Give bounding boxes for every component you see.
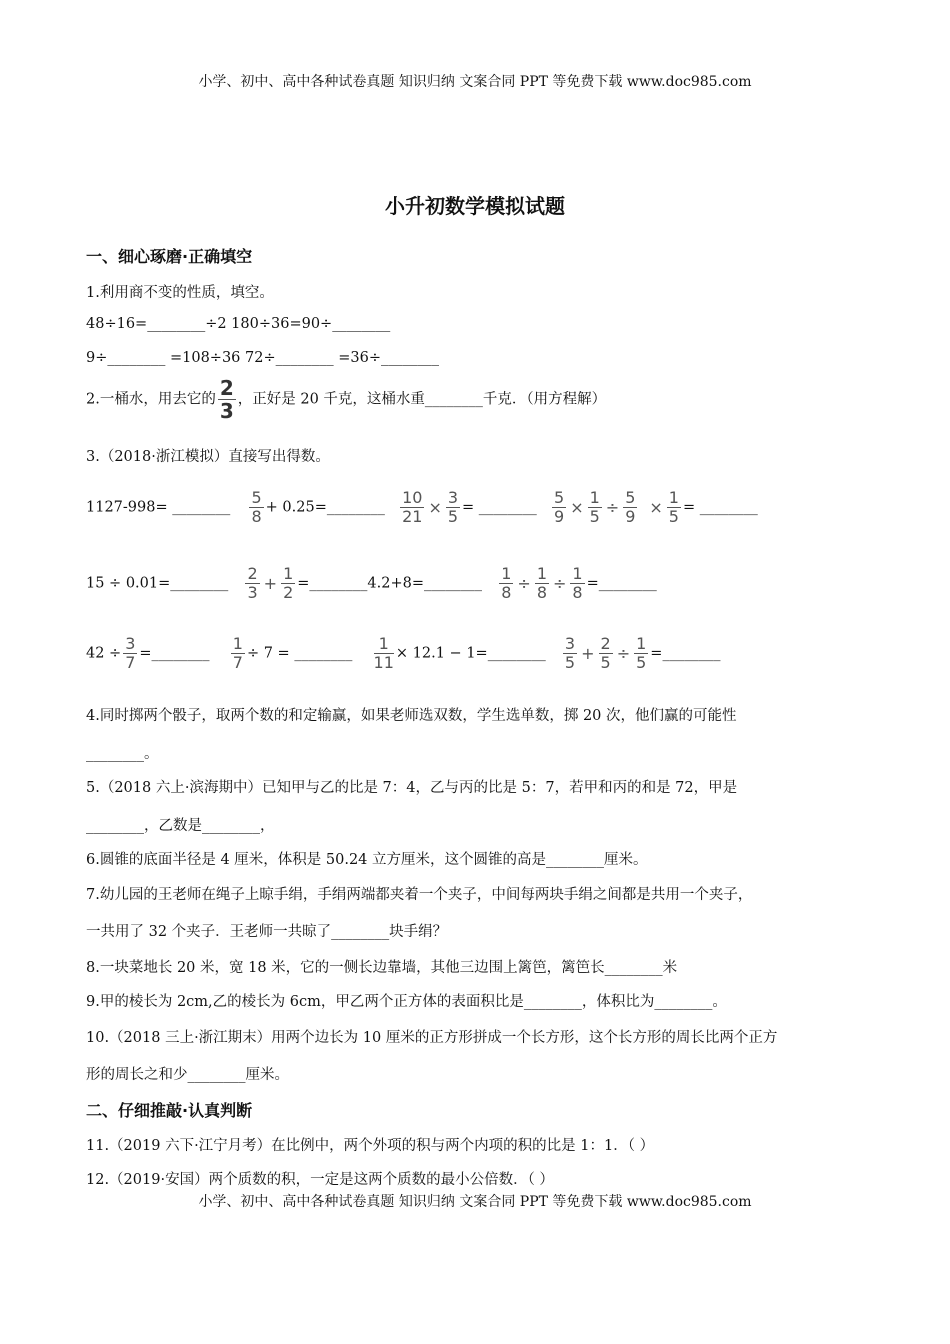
fraction: $\frac{5}{9}$ [625,488,636,526]
fraction: $\frac{2}{3}$ [247,564,258,602]
page-footer: 小学、初中、高中各种试卷真题 知识归纳 文案合同 PPT 等免费下载 www.doc985.com [198,1194,752,1210]
calc-1127-998: 1127-998= ________ [86,499,231,516]
fraction: $\frac{3}{5}$ [447,488,459,526]
question-4-cont: ________。 [86,746,159,762]
question-7: 7.幼儿园的王老师在绳子上晾手绢，手绢两端都夹着一个夹子，中间每两块手绢之间都是共用一个夹子， [86,887,753,903]
section-judgement-heading: 二、仔细推敲·认真判断 [86,1101,253,1120]
question-9: 9.甲的棱长为 2cm,乙的棱长为 6cm，甲乙两个正方体的表面积比是________，体积比为________。 [86,994,727,1010]
question-10-cont: 形的周长之和少________厘米。 [86,1067,289,1083]
question-1: 1.利用商不变的性质，填空。 [86,285,274,301]
calc-equals-blank: = ________ [682,499,758,516]
question-10: 10.（2018 三上·浙江期末）用两个边长为 10 厘米的正方形拼成一个长方形，这个长方形的周长比两个正方 [86,1030,778,1046]
fraction: $\frac{1}{5}$ [589,488,600,526]
calc-equals-blank: =________ [586,575,657,592]
question-5-cont: ________，乙数是________， [86,818,275,834]
operator: ÷ [616,644,631,663]
fraction: $\frac{1}{7}$ [232,634,243,672]
fraction-two-thirds: $\frac{2}{3}$ [219,376,234,423]
calc-row-1 [86,490,758,525]
fraction: $\frac{5}{9}$ [554,488,565,526]
question-5: 5.（2018 六上·滨海期中）已知甲与乙的比是 7：4，乙与丙的比是 5：7，若甲和丙的和是 72，甲是 [86,780,738,796]
calc-equals-blank: =________ [139,645,210,662]
question-11: 11.（2019 六下·江宁月考）在比例中，两个外项的积与两个内项的积的比是 1：1．（ ） [86,1138,655,1154]
calc-42-div: 42 ÷ [86,645,122,662]
calc-equals-blank: = ________ [462,499,537,516]
question-4: 4.同时掷两个骰子，取两个数的和定输赢，如果老师选双数，学生选单数，掷 20 次，他们赢的可能性 [86,708,737,724]
fraction: $\frac{1}{8}$ [536,564,547,602]
question-1-line-2: 9÷________ =108÷36 72÷________ =36÷________ [86,350,439,366]
fraction: $\frac{5}{8}$ [251,488,262,526]
fraction: $\frac{3}{7}$ [125,634,136,672]
question-2-pre: 2.一桶水，用去它的 [86,391,216,408]
calc-15-div-001: 15 ÷ 0.01=________ [86,575,229,592]
calc-times-121: × 12.1 − 1=________ [395,645,546,662]
fraction: $\frac{1}{5}$ [636,634,647,672]
operator: + [263,574,278,593]
operator: ÷ [553,574,567,593]
question-8: 8.一块菜地长 20 米，宽 18 米，它的一侧长边靠墙，其他三边围上篱笆，篱笆长________米 [86,960,678,976]
question-2-post: ，正好是 20 千克，这桶水重________千克．（用方程解） [237,391,607,408]
operator: ÷ [605,498,620,517]
calc-equals-blank: =________4.2+8=________ [297,575,482,592]
fraction: $\frac{10}{21}$ [402,488,423,526]
operator: × [570,498,584,517]
fraction: $\frac{1}{8}$ [572,564,583,602]
calc-row-2 [86,566,657,601]
fraction: $\frac{1}{2}$ [283,564,294,602]
page-header: 小学、初中、高中各种试卷真题 知识归纳 文案合同 PPT 等免费下载 www.doc985.com [198,74,752,90]
fraction: $\frac{2}{5}$ [600,634,611,672]
question-2 [86,378,606,421]
operator: × [428,498,442,517]
fraction: $\frac{1}{5}$ [668,488,679,526]
fraction: $\frac{1}{11}$ [373,634,394,672]
operator: + [581,644,595,663]
question-1-line-1: 48÷16=________÷2 180÷36=90÷________ [86,316,391,332]
question-6: 6.圆锥的底面半径是 4 厘米，体积是 50.24 立方厘米，这个圆锥的高是________厘米。 [86,852,648,868]
operator: ÷ [517,574,531,593]
question-3: 3.（2018·浙江模拟）直接写出得数。 [86,449,330,465]
section-fill-blank-heading: 一、细心琢磨·正确填空 [86,247,253,266]
calc-equals-blank: =________ [650,645,721,662]
question-12: 12.（2019·安国）两个质数的积，一定是这两个质数的最小公倍数．（ ） [86,1172,554,1188]
question-7-cont: 一共用了 32 个夹子．王老师一共晾了________块手绢？ [86,924,448,940]
calc-div-7: ÷ 7 = ________ [246,645,353,662]
fraction: $\frac{1}{8}$ [501,564,512,602]
fraction: $\frac{3}{5}$ [564,634,576,672]
page-title: 小升初数学模拟试题 [385,194,565,218]
operator: × [649,498,663,517]
calc-row-3 [86,636,720,671]
calc-plus-025: + 0.25=________ [265,499,385,516]
